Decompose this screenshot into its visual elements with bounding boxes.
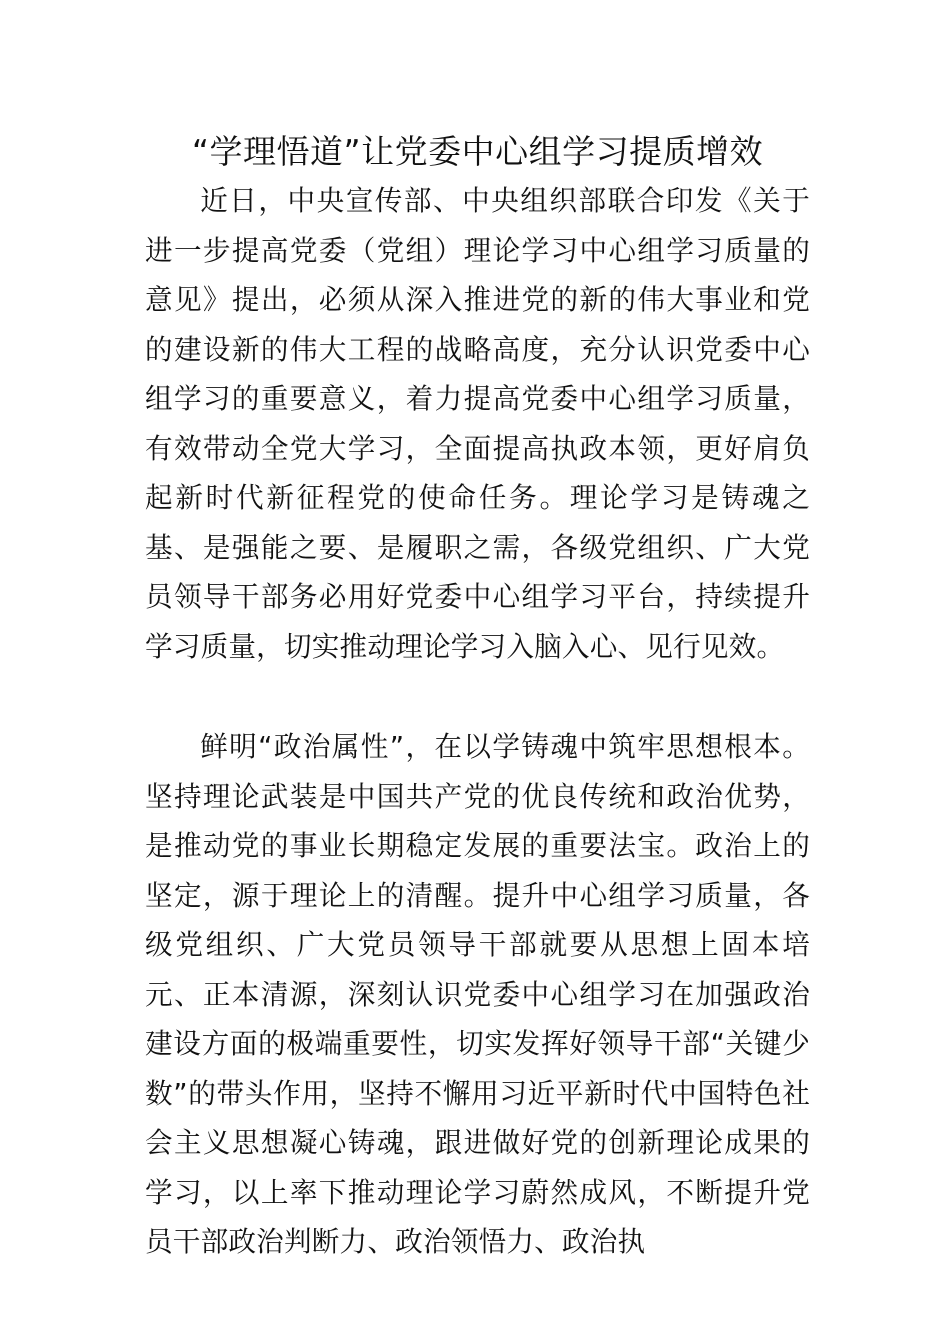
document-title: “学理悟道”让党委中心组学习提质增效 [191, 132, 764, 171]
paragraph-2: 鲜明“政治属性”，在以学铸魂中筑牢思想根本。坚持理论武装是中国共产党的优良传统和政治优势，是推动党的事业长期稳定发展的重要法宝。政治上的坚定，源于理论上的清醒。提升中心组学习质量，各级党组织、广大党员领导干部就要从思想上固本培元、正本清源，深刻认识党委中心组学习在加强政治建设方面的极端重要性，切实发挥好领导干部“关键少数”的带头作用，坚持不懈用习近平新时代中国特色社会主义思想凝心铸魂，跟进做好党的创新理论成果的学习，以上率下推动理论学习蔚然成风，不断提升党员干部政治判断力、政治领悟力、政治执 [145, 730, 810, 1258]
paragraph-1: 近日，中央宣传部、中央组织部联合印发《关于进一步提高党委（党组）理论学习中心组学习质量的意见》提出，必须从深入推进党的新的伟大事业和党的建设新的伟大工程的战略高度，充分认识党委中心组学习的重要意义，着力提高党委中心组学习质量，有效带动全党大学习，全面提高执政本领，更好肩负起新时代新征程党的使命任务。理论学习是铸魂之基、是强能之要、是履职之需，各级党组织、广大党员领导干部务必用好党委中心组学习平台，持续提升学习质量，切实推动理论学习入脑入心、见行见效。 [145, 184, 810, 663]
